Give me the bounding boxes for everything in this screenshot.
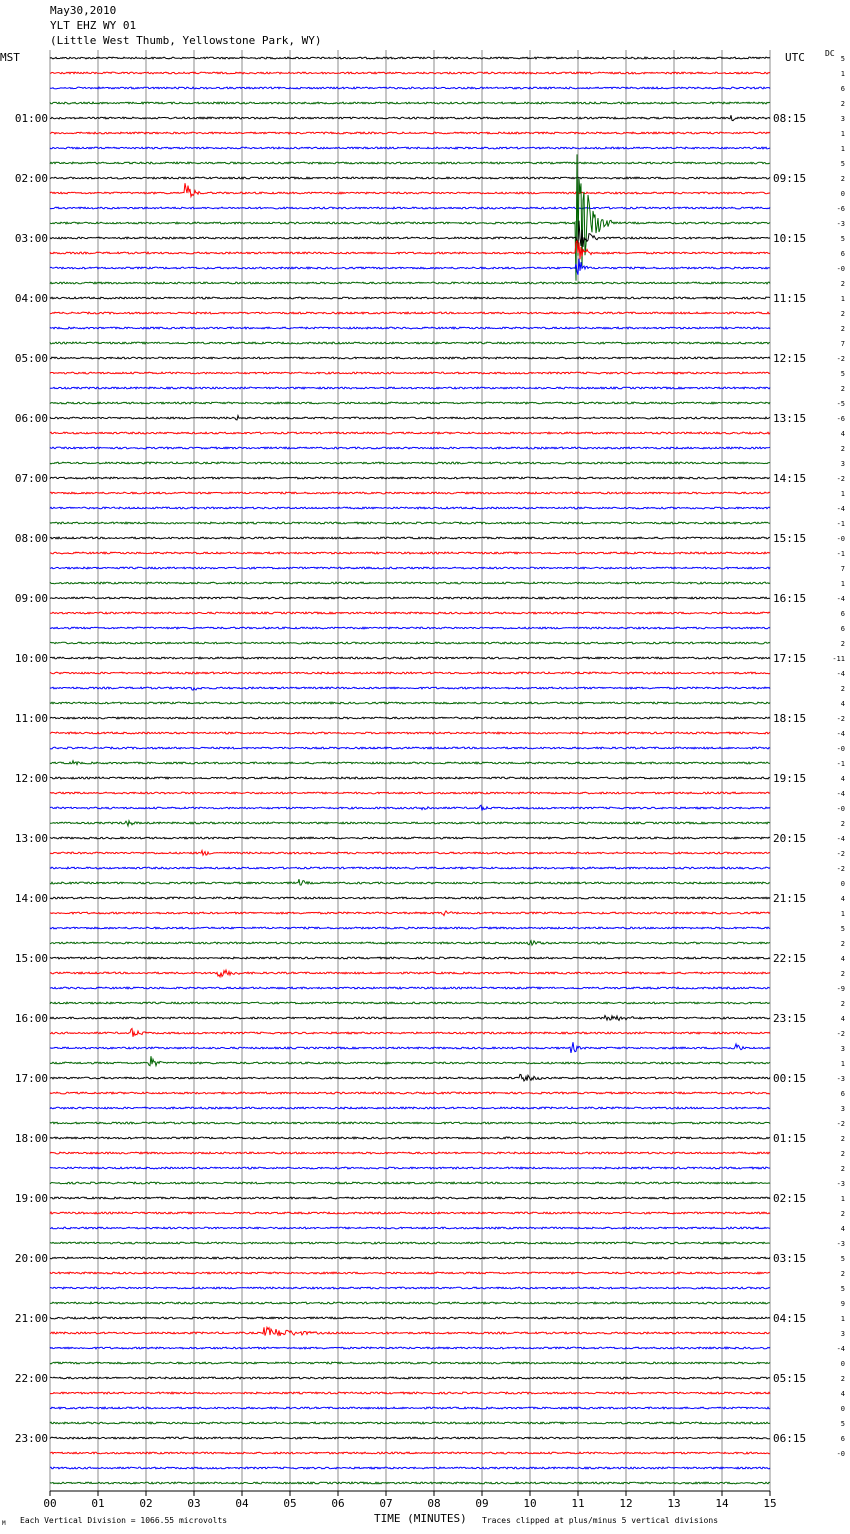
left-hour-label: 06:00 xyxy=(14,412,48,425)
dc-offset-label: 7 xyxy=(840,340,845,348)
dc-offset-label: 2 xyxy=(840,325,845,333)
dc-offset-label: 2 xyxy=(840,1270,845,1278)
dc-offset-label: 2 xyxy=(840,445,845,453)
trace-row-91 xyxy=(50,1422,770,1424)
trace-row-89 xyxy=(50,1392,770,1394)
dc-offset-label: 1 xyxy=(840,130,845,138)
trace-row-60 xyxy=(50,957,770,959)
x-tick-label: 04 xyxy=(235,1497,249,1510)
right-hour-label: 08:15 xyxy=(773,112,807,125)
trace-row-21 xyxy=(50,372,770,374)
trace-row-95 xyxy=(50,1482,770,1484)
dc-offset-label: -4 xyxy=(836,790,845,798)
dc-offset-label: 0 xyxy=(840,880,845,888)
trace-row-64 xyxy=(50,1016,770,1021)
dc-offset-label: 3 xyxy=(840,1105,845,1113)
left-hour-label: 21:00 xyxy=(14,1312,48,1325)
left-hour-label: 12:00 xyxy=(14,772,48,785)
right-hour-label: 17:15 xyxy=(773,652,807,665)
right-hour-label: 03:15 xyxy=(773,1252,807,1265)
trace-row-67 xyxy=(50,1056,770,1066)
dc-offset-label: 6 xyxy=(840,1090,845,1098)
station-location: (Little West Thumb, Yellowstone Park, WY) xyxy=(50,34,322,47)
trace-row-92 xyxy=(50,1437,770,1439)
trace-row-72 xyxy=(50,1137,770,1139)
trace-row-90 xyxy=(50,1407,770,1409)
trace-row-24 xyxy=(50,416,770,420)
dc-offset-label: 2 xyxy=(840,1135,845,1143)
dc-offset-label: -2 xyxy=(836,715,845,723)
right-hour-label: 04:15 xyxy=(773,1312,807,1325)
dc-offset-label: 4 xyxy=(840,1390,845,1398)
dc-offset-label: 7 xyxy=(840,565,845,573)
x-tick-label: 12 xyxy=(619,1497,633,1510)
dc-offset-label: 2 xyxy=(840,280,845,288)
trace-row-27 xyxy=(50,462,770,464)
trace-row-30 xyxy=(50,507,770,509)
right-hour-label: 16:15 xyxy=(773,592,807,605)
dc-offset-label: -0 xyxy=(836,805,845,813)
x-tick-label: 02 xyxy=(139,1497,153,1510)
dc-offset-label: -4 xyxy=(836,595,845,603)
dc-offset-label: -2 xyxy=(836,1030,845,1038)
trace-row-28 xyxy=(50,477,770,479)
dc-offset-label: 5 xyxy=(840,55,845,63)
left-hour-label: 18:00 xyxy=(14,1132,48,1145)
right-hour-label: 13:15 xyxy=(773,412,807,425)
dc-offset-label: -2 xyxy=(836,865,845,873)
dc-offset-label: -4 xyxy=(836,1345,845,1353)
dc-offset-label: 4 xyxy=(840,955,845,963)
dc-offset-label: -9 xyxy=(836,985,845,993)
x-tick-label: 11 xyxy=(571,1497,585,1510)
left-hour-label: 19:00 xyxy=(14,1192,48,1205)
trace-row-16 xyxy=(50,297,770,299)
right-hour-label: 20:15 xyxy=(773,832,807,845)
trace-row-19 xyxy=(50,342,770,344)
trace-row-5 xyxy=(50,132,770,134)
right-hour-label: 19:15 xyxy=(773,772,807,785)
trace-row-70 xyxy=(50,1107,770,1109)
trace-row-50 xyxy=(50,805,770,810)
dc-offset-label: -3 xyxy=(836,1075,845,1083)
trace-row-38 xyxy=(50,627,770,629)
trace-row-78 xyxy=(50,1227,770,1229)
dc-offset-label: 3 xyxy=(840,460,845,468)
trace-row-23 xyxy=(50,402,770,404)
dc-offset-label: 5 xyxy=(840,235,845,243)
trace-row-2 xyxy=(50,87,770,89)
x-tick-label: 06 xyxy=(331,1497,345,1510)
x-tick-label: 07 xyxy=(379,1497,393,1510)
dc-offset-label: -0 xyxy=(836,1450,845,1458)
trace-row-48 xyxy=(50,777,770,779)
x-axis-title: TIME (MINUTES) xyxy=(374,1512,467,1525)
dc-offset-label: 5 xyxy=(840,1420,845,1428)
dc-offset-label: 2 xyxy=(840,1000,845,1008)
dc-offset-label: 6 xyxy=(840,250,845,258)
trace-row-34 xyxy=(50,567,770,569)
trace-row-45 xyxy=(50,732,770,734)
dc-offset-label: 2 xyxy=(840,640,845,648)
right-hour-label: 00:15 xyxy=(773,1072,807,1085)
trace-row-1 xyxy=(50,72,770,74)
right-hour-label: 05:15 xyxy=(773,1372,807,1385)
dc-offset-label: -4 xyxy=(836,505,845,513)
trace-row-8 xyxy=(50,177,770,179)
trace-row-6 xyxy=(50,147,770,149)
trace-row-66 xyxy=(50,1042,770,1053)
trace-row-51 xyxy=(50,821,770,826)
dc-offset-label: -11 xyxy=(832,655,845,663)
right-hour-label: 21:15 xyxy=(773,892,807,905)
right-timezone-label: UTC xyxy=(785,51,805,64)
trace-row-82 xyxy=(50,1287,770,1289)
dc-offset-label: -3 xyxy=(836,220,845,228)
trace-row-12 xyxy=(50,221,770,247)
dc-offset-label: 4 xyxy=(840,1225,845,1233)
dc-offset-label: 0 xyxy=(840,1405,845,1413)
right-hour-label: 22:15 xyxy=(773,952,807,965)
right-hour-label: 01:15 xyxy=(773,1132,807,1145)
dc-offset-label: -1 xyxy=(836,550,845,558)
x-tick-label: 01 xyxy=(91,1497,105,1510)
left-hour-label: 05:00 xyxy=(14,352,48,365)
trace-row-86 xyxy=(50,1347,770,1349)
trace-row-18 xyxy=(50,327,770,329)
trace-row-26 xyxy=(50,447,770,449)
dc-offset-label: 1 xyxy=(840,295,845,303)
dc-offset-label: -0 xyxy=(836,265,845,273)
dc-offset-label: 2 xyxy=(840,175,845,183)
trace-row-75 xyxy=(50,1182,770,1184)
dc-offset-label: -4 xyxy=(836,670,845,678)
trace-row-25 xyxy=(50,432,770,434)
dc-offset-label: -1 xyxy=(836,520,845,528)
trace-row-20 xyxy=(50,357,770,359)
dc-offset-label: 2 xyxy=(840,1210,845,1218)
left-hour-label: 13:00 xyxy=(14,832,48,845)
dc-offset-label: -1 xyxy=(836,760,845,768)
trace-row-68 xyxy=(50,1074,770,1081)
dc-offset-label: 2 xyxy=(840,970,845,978)
left-hour-label: 22:00 xyxy=(14,1372,48,1385)
left-hour-label: 10:00 xyxy=(14,652,48,665)
trace-row-93 xyxy=(50,1452,770,1454)
trace-row-69 xyxy=(50,1092,770,1094)
trace-row-39 xyxy=(50,642,770,644)
dc-offset-label: 3 xyxy=(840,115,845,123)
trace-row-65 xyxy=(50,1029,770,1037)
trace-row-87 xyxy=(50,1362,770,1364)
dc-offset-label: 1 xyxy=(840,70,845,78)
trace-row-42 xyxy=(50,687,770,690)
trace-row-71 xyxy=(50,1122,770,1124)
dc-offset-label: 2 xyxy=(840,1165,845,1173)
dc-offset-label: 2 xyxy=(840,1150,845,1158)
dc-offset-label: -0 xyxy=(836,535,845,543)
dc-offset-label: 6 xyxy=(840,85,845,93)
dc-offset-label: -2 xyxy=(836,475,845,483)
trace-row-46 xyxy=(50,747,770,749)
dc-offset-label: -5 xyxy=(836,400,845,408)
right-hour-label: 06:15 xyxy=(773,1432,807,1445)
label-layer xyxy=(15,55,845,1510)
dc-offset-label: 4 xyxy=(840,430,845,438)
left-hour-label: 14:00 xyxy=(14,892,48,905)
dc-offset-label: -6 xyxy=(836,205,845,213)
dc-offset-label: 6 xyxy=(840,610,845,618)
corner-mark: M xyxy=(2,1520,6,1527)
dc-offset-label: 5 xyxy=(840,925,845,933)
dc-offset-label: 1 xyxy=(840,1315,845,1323)
left-hour-label: 08:00 xyxy=(14,532,48,545)
left-hour-label: 02:00 xyxy=(14,172,48,185)
trace-row-56 xyxy=(50,897,770,899)
trace-row-52 xyxy=(50,837,770,839)
right-hour-label: 11:15 xyxy=(773,292,807,305)
trace-row-13 xyxy=(50,241,770,259)
trace-row-73 xyxy=(50,1152,770,1154)
dc-header-label: DC xyxy=(825,49,835,58)
x-tick-label: 08 xyxy=(427,1497,441,1510)
trace-layer xyxy=(50,57,770,1484)
trace-row-47 xyxy=(50,761,770,765)
right-hour-label: 23:15 xyxy=(773,1012,807,1025)
x-tick-label: 05 xyxy=(283,1497,297,1510)
dc-offset-label: 2 xyxy=(840,100,845,108)
trace-row-10 xyxy=(50,207,770,209)
dc-offset-label: 4 xyxy=(840,700,845,708)
dc-offset-label: 2 xyxy=(840,385,845,393)
dc-offset-label: 1 xyxy=(840,490,845,498)
dc-offset-label: 5 xyxy=(840,1285,845,1293)
chart-date: May30,2010 xyxy=(50,4,117,17)
left-hour-label: 11:00 xyxy=(14,712,48,725)
dc-offset-label: -3 xyxy=(836,1180,845,1188)
left-hour-label: 20:00 xyxy=(14,1252,48,1265)
dc-offset-label: 1 xyxy=(840,145,845,153)
trace-row-58 xyxy=(50,927,770,929)
left-timezone-label: MST xyxy=(0,51,20,64)
dc-offset-label: 3 xyxy=(840,1330,845,1338)
trace-row-11 xyxy=(50,154,770,280)
trace-row-17 xyxy=(50,312,770,314)
trace-row-0 xyxy=(50,57,770,59)
trace-row-81 xyxy=(50,1272,770,1274)
right-hour-label: 12:15 xyxy=(773,352,807,365)
right-hour-label: 02:15 xyxy=(773,1192,807,1205)
trace-row-32 xyxy=(50,537,770,539)
left-hour-label: 07:00 xyxy=(14,472,48,485)
trace-row-3 xyxy=(50,102,770,104)
x-tick-label: 03 xyxy=(187,1497,201,1510)
grid-lines xyxy=(50,50,770,1491)
trace-row-29 xyxy=(50,492,770,494)
trace-row-83 xyxy=(50,1302,770,1304)
trace-row-61 xyxy=(50,970,770,977)
x-tick-label: 09 xyxy=(475,1497,489,1510)
x-tick-label: 10 xyxy=(523,1497,537,1510)
dc-offset-label: -4 xyxy=(836,835,845,843)
x-tick-label: 00 xyxy=(43,1497,57,1510)
right-hour-label: 10:15 xyxy=(773,232,807,245)
trace-row-54 xyxy=(50,867,770,869)
left-hour-label: 15:00 xyxy=(14,952,48,965)
dc-offset-label: 5 xyxy=(840,1255,845,1263)
trace-row-74 xyxy=(50,1167,770,1169)
trace-row-40 xyxy=(50,657,770,659)
dc-offset-label: -2 xyxy=(836,1120,845,1128)
dc-offset-label: 5 xyxy=(840,160,845,168)
dc-offset-label: 9 xyxy=(840,1300,845,1308)
trace-row-84 xyxy=(50,1317,770,1319)
dc-offset-label: 4 xyxy=(840,775,845,783)
trace-row-37 xyxy=(50,612,770,614)
x-tick-label: 13 xyxy=(667,1497,681,1510)
trace-row-22 xyxy=(50,387,770,389)
dc-offset-label: 2 xyxy=(840,685,845,693)
trace-row-80 xyxy=(50,1257,770,1259)
dc-offset-label: -4 xyxy=(836,730,845,738)
dc-offset-label: 5 xyxy=(840,370,845,378)
trace-row-7 xyxy=(50,162,770,164)
dc-offset-label: 1 xyxy=(840,580,845,588)
footer-clip-text: Traces clipped at plus/minus 5 vertical divisions xyxy=(482,1516,719,1525)
trace-row-35 xyxy=(50,582,770,584)
left-hour-label: 04:00 xyxy=(14,292,48,305)
trace-row-63 xyxy=(50,1002,770,1004)
dc-offset-label: 2 xyxy=(840,310,845,318)
dc-offset-label: 3 xyxy=(840,1045,845,1053)
dc-offset-label: 2 xyxy=(840,1375,845,1383)
left-hour-label: 16:00 xyxy=(14,1012,48,1025)
dc-offset-label: 1 xyxy=(840,1060,845,1068)
dc-offset-label: 4 xyxy=(840,1015,845,1023)
dc-offset-label: 1 xyxy=(840,910,845,918)
dc-offset-label: -6 xyxy=(836,415,845,423)
x-tick-label: 14 xyxy=(715,1497,729,1510)
trace-row-15 xyxy=(50,282,770,284)
trace-row-62 xyxy=(50,987,770,989)
left-hour-label: 23:00 xyxy=(14,1432,48,1445)
left-hour-label: 03:00 xyxy=(14,232,48,245)
trace-row-57 xyxy=(50,911,770,916)
trace-row-77 xyxy=(50,1212,770,1214)
trace-row-53 xyxy=(50,851,770,856)
dc-offset-label: 0 xyxy=(840,1360,845,1368)
right-hour-label: 18:15 xyxy=(773,712,807,725)
dc-offset-label: -0 xyxy=(836,745,845,753)
trace-row-44 xyxy=(50,717,770,719)
right-hour-label: 14:15 xyxy=(773,472,807,485)
trace-row-33 xyxy=(50,552,770,554)
dc-offset-label: 0 xyxy=(840,190,845,198)
trace-row-49 xyxy=(50,792,770,794)
right-hour-label: 15:15 xyxy=(773,532,807,545)
station-code: YLT EHZ WY 01 xyxy=(50,19,137,32)
left-hour-label: 17:00 xyxy=(14,1072,48,1085)
trace-row-31 xyxy=(50,522,770,524)
x-tick-label: 15 xyxy=(763,1497,777,1510)
trace-row-94 xyxy=(50,1467,770,1469)
dc-offset-label: 4 xyxy=(840,895,845,903)
trace-row-85 xyxy=(50,1327,770,1336)
left-hour-label: 01:00 xyxy=(14,112,48,125)
dc-offset-label: -2 xyxy=(836,850,845,858)
dc-offset-label: 6 xyxy=(840,625,845,633)
trace-row-9 xyxy=(50,183,770,196)
dc-offset-label: -2 xyxy=(836,355,845,363)
dc-offset-label: 2 xyxy=(840,940,845,948)
dc-offset-label: 2 xyxy=(840,820,845,828)
trace-row-14 xyxy=(50,259,770,275)
trace-row-79 xyxy=(50,1242,770,1244)
right-hour-label: 09:15 xyxy=(773,172,807,185)
trace-row-76 xyxy=(50,1197,770,1199)
left-hour-label: 09:00 xyxy=(14,592,48,605)
dc-offset-label: 6 xyxy=(840,1435,845,1443)
trace-row-43 xyxy=(50,702,770,704)
trace-row-59 xyxy=(50,941,770,945)
trace-row-41 xyxy=(50,672,770,674)
trace-row-36 xyxy=(50,597,770,599)
footer-scale-text: Each Vertical Division = 1066.55 microvolts xyxy=(20,1516,228,1525)
trace-row-55 xyxy=(50,879,770,885)
dc-offset-label: 1 xyxy=(840,1195,845,1203)
trace-row-4 xyxy=(50,115,770,121)
dc-offset-label: -3 xyxy=(836,1240,845,1248)
trace-row-88 xyxy=(50,1377,770,1379)
